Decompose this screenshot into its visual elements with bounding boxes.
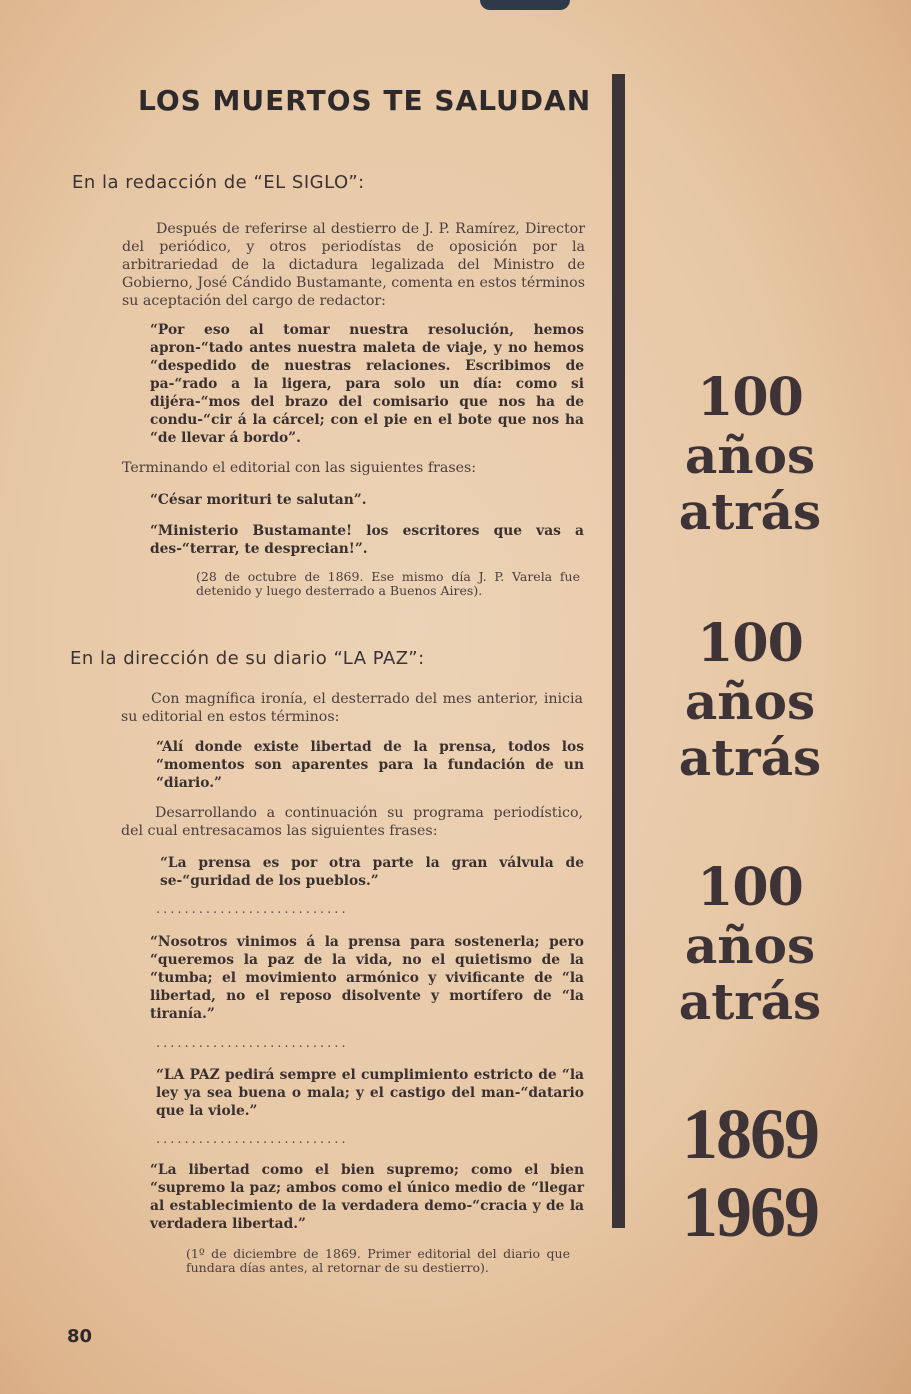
sidebar-block-3 <box>640 858 860 1030</box>
closing-paragraph: Terminando el editorial con las siguientes frases: <box>122 460 477 476</box>
sidebar-year-1969: 1969 <box>682 1172 818 1252</box>
quote-morituri: “César morituri te salutan”. <box>150 492 367 508</box>
quote-libertad-prensa: “Alí donde existe libertad de la prensa, todos los “momentos son aparentes para la fundación de un “diario.” <box>156 739 584 791</box>
page-number: 80 <box>67 1326 93 1347</box>
sidebar-word-anos: años <box>684 426 816 485</box>
date-note-el-siglo: (28 de octubre de 1869. Ese mismo día J. P. Varela fue detenido y luego desterrado a Buenos Aires). <box>196 569 580 598</box>
quote-bien-supremo: “La libertad como el bien supremo; como el bien “supremo la paz; ambos como el único medio de “llegar al establecimiento de la verdadera demo-“cracia y de la verdadera libertad.” <box>150 1162 584 1232</box>
page-title: LOS MUERTOS TE SALUDAN <box>138 84 592 117</box>
sidebar-word-atras: atrás <box>678 972 822 1031</box>
sidebar-number: 100 <box>697 613 803 674</box>
section-heading-el-siglo: En la redacción de “EL SIGLO”: <box>72 172 365 193</box>
develop-paragraph: Desarrollando a continuación su programa periodístico, del cual entresacamos las siguientes frases: <box>121 805 583 839</box>
quote-paz-vida: “Nosotros vinimos á la prensa para sostenerla; pero “queremos la paz de la vida, no el quietismo de la “tumba; el movimiento armónico y vivificante de “la libertad, no el reposo disolvente y mortífero de “la tiranía.” <box>150 934 584 1022</box>
top-ink-mark <box>480 0 570 10</box>
sidebar-year-1869: 1869 <box>682 1094 818 1174</box>
quote-cumplimiento: “LA PAZ pedirá sempre el cumplimiento estricto de “la ley ya sea buena o mala; y el castigo del man-“datario que la viole.” <box>156 1067 584 1119</box>
sidebar-number: 100 <box>697 857 803 918</box>
ellipsis-separator-1: ........................... <box>156 902 349 917</box>
section-heading-la-paz: En la dirección de su diario “LA PAZ”: <box>70 648 425 669</box>
intro-paragraph-el-siglo: Después de referirse al destierro de J. P. Ramírez, Director del periódico, y otros periodístas de oposición por la arbitrariedad de la dictadura legalizada del Ministro de Gobierno, José Cándido Bustamante, comenta en estos términos su aceptación del cargo de redactor: <box>122 221 585 309</box>
vertical-rule <box>612 74 625 1228</box>
sidebar-block-2 <box>640 614 860 786</box>
intro-paragraph-la-paz: Con magnífica ironía, el desterrado del mes anterior, inicia su editorial en estos términos: <box>121 691 583 725</box>
sidebar-word-anos: años <box>684 916 816 975</box>
quote-valvula: “La prensa es por otra parte la gran válvula de se-“guridad de los pueblos.” <box>160 855 584 889</box>
sidebar-word-atras: atrás <box>678 728 822 787</box>
ellipsis-separator-3: ........................... <box>156 1132 349 1147</box>
sidebar-word-anos: años <box>684 672 816 731</box>
ellipsis-separator-2: ........................... <box>156 1036 349 1051</box>
sidebar-number: 100 <box>697 367 803 428</box>
sidebar-word-atras: atrás <box>678 482 822 541</box>
sidebar-block-1 <box>640 368 860 540</box>
date-note-la-paz: (1º de diciembre de 1869. Primer editorial del diario que fundara días antes, al retornar de su destierro). <box>186 1246 570 1275</box>
quote-maleta: “Por eso al tomar nuestra resolución, hemos apron-“tado antes nuestra maleta de viaje, y no hemos “despedido de nuestras relaciones. Escribimos de pa-“rado a la ligera, para solo un día: como si dijéra-“mos del brazo del comisario que nos ha de condu-“cir á la cárcel; con el pie en el bote que nos ha “de llevar á bordo”. <box>150 322 584 446</box>
quote-ministerio: “Ministerio Bustamante! los escritores que vas a des-“terrar, te desprecian!”. <box>150 523 584 557</box>
